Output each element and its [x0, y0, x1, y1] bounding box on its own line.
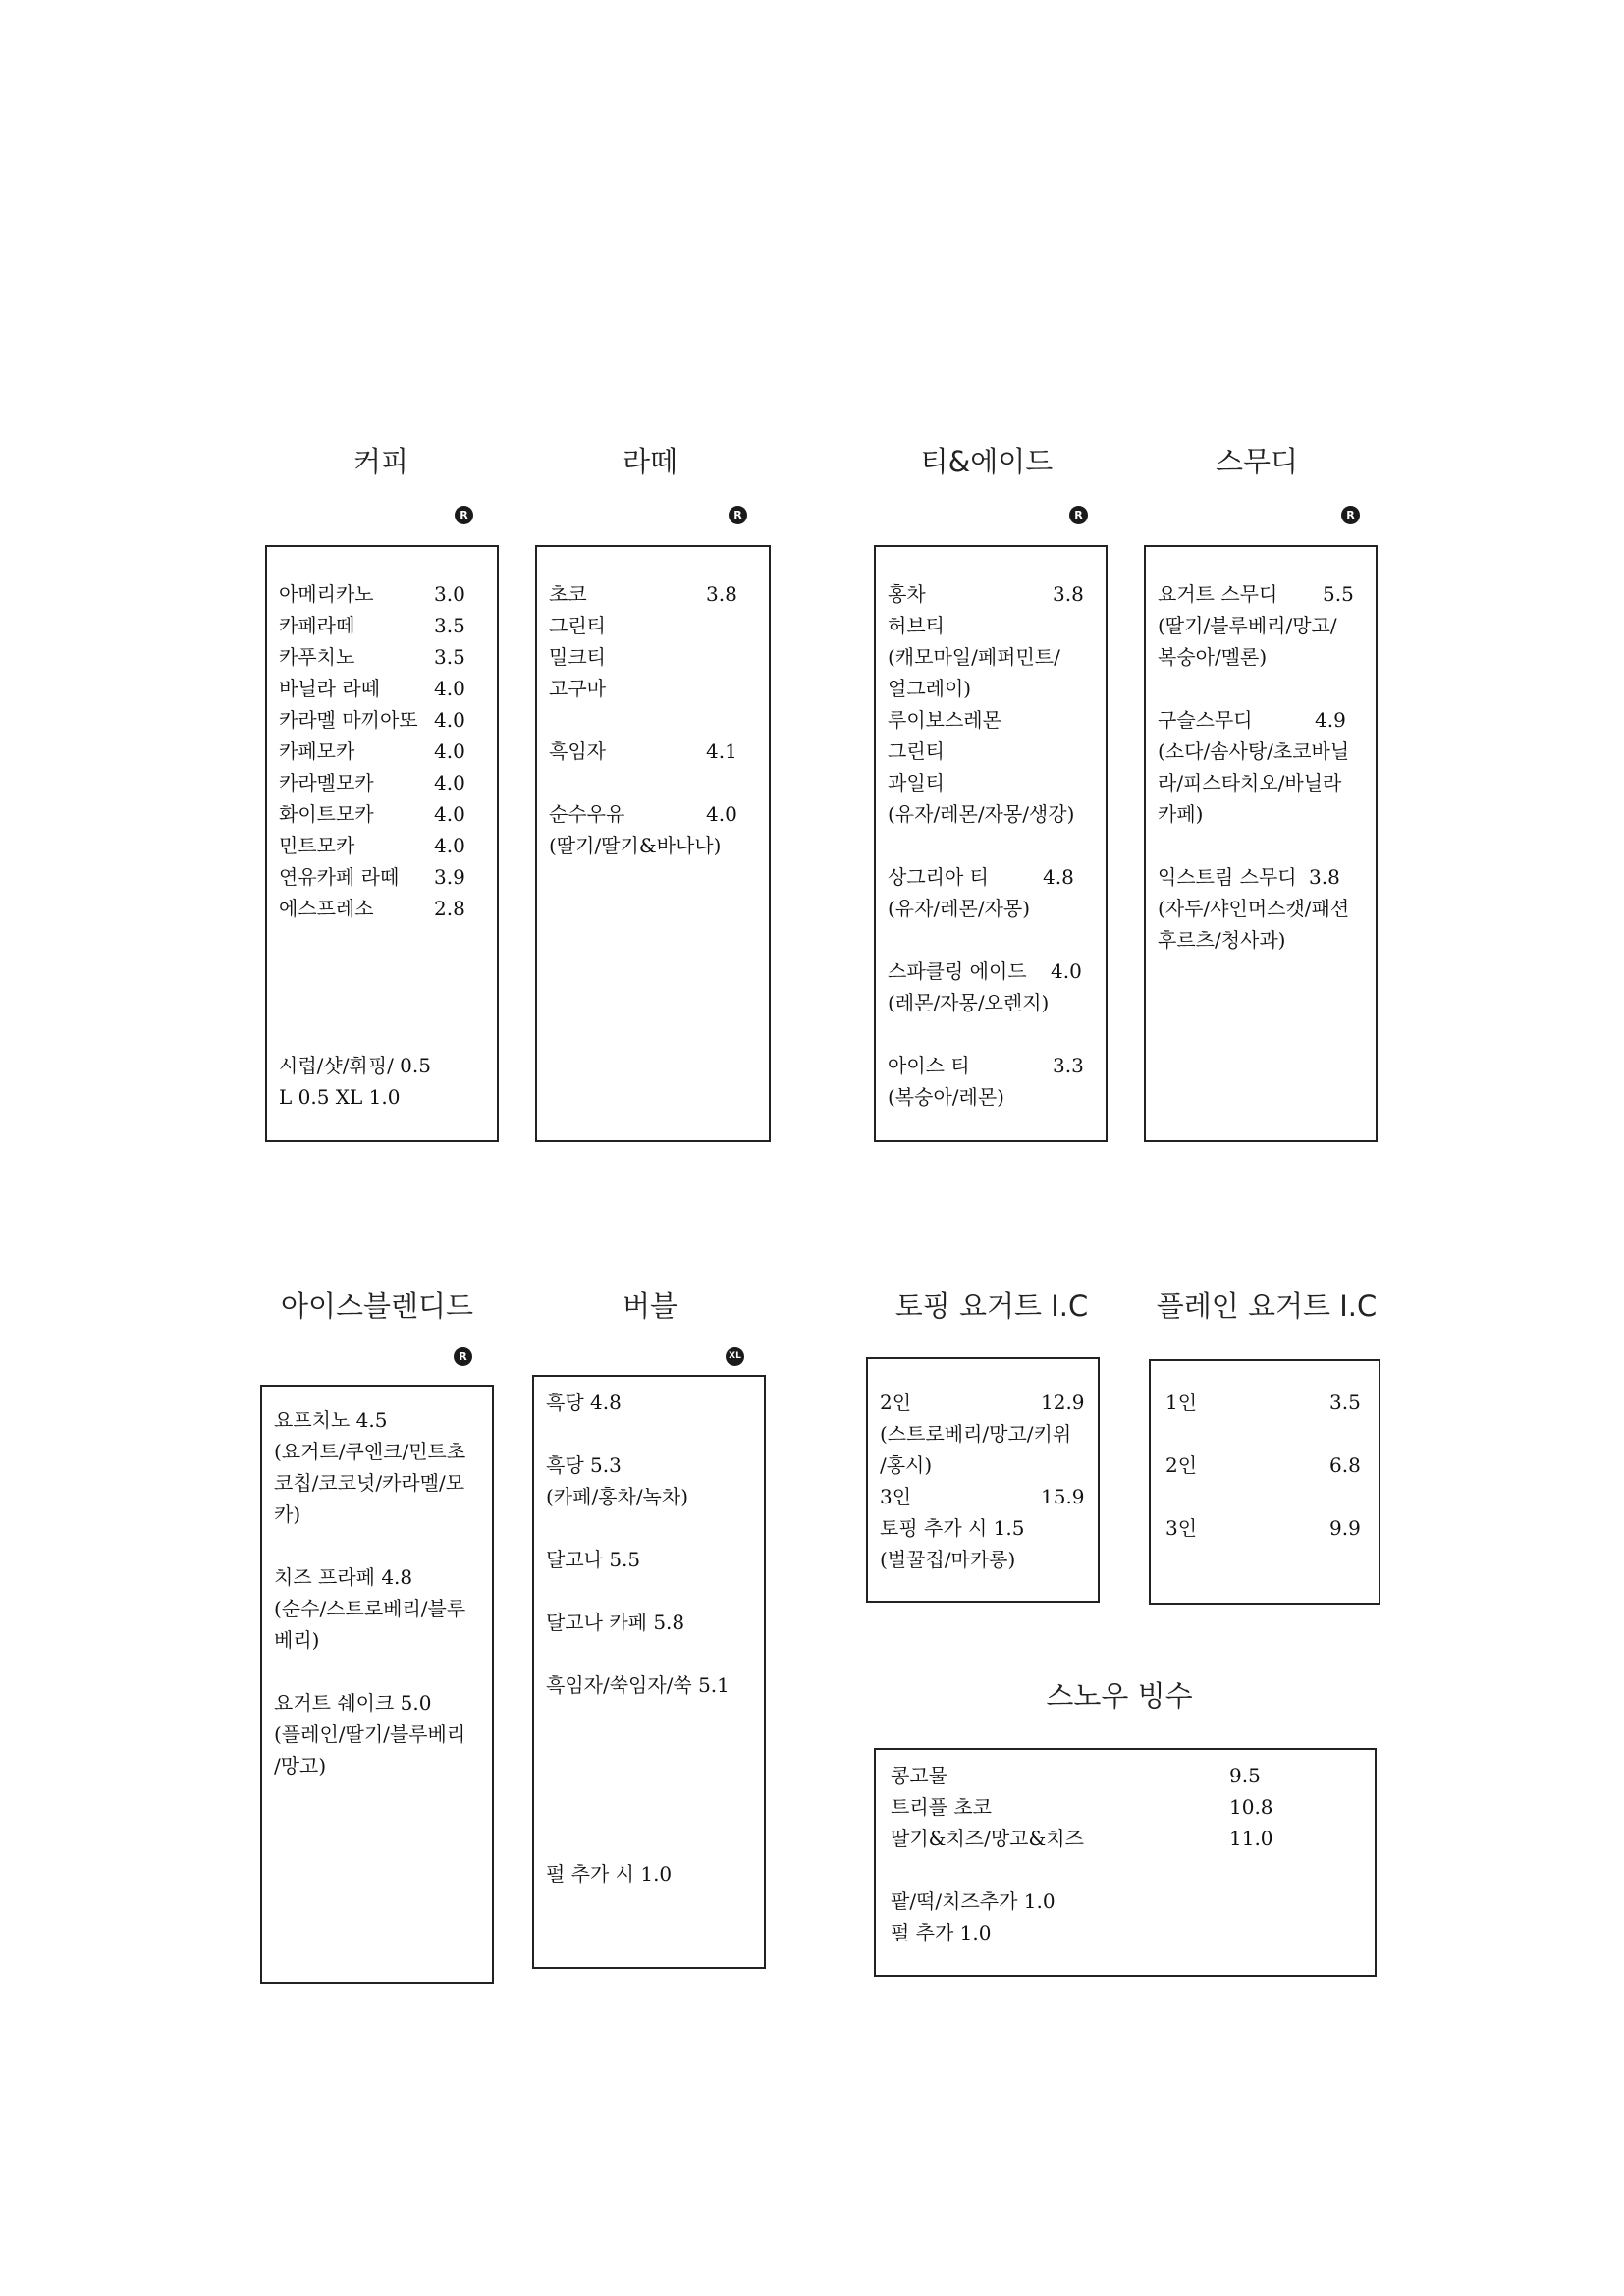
- tea-item-options: 얼그레이): [888, 677, 972, 700]
- tea-item-options: (유자/레몬/자몽): [888, 897, 1031, 920]
- smoothie-menu-box: [1144, 545, 1378, 1142]
- tea-item-options: (유자/레몬/자몽/생강): [888, 802, 1075, 826]
- topping-yogurt-item-options: (스트로베리/망고/키위: [880, 1422, 1072, 1446]
- tea-item-price: 3.3: [1053, 1054, 1084, 1077]
- regular-size-icon: R: [1341, 506, 1360, 524]
- bingsu-item-price: 10.8: [1229, 1795, 1273, 1819]
- bingsu-item-name: 딸기&치즈/망고&치즈: [891, 1827, 1084, 1850]
- coffee-heading: 커피: [352, 445, 409, 478]
- extra-large-size-icon: XL: [726, 1347, 744, 1366]
- latte-item-name: 그린티: [549, 614, 606, 637]
- ice-blended-item-options: /망고): [274, 1754, 327, 1777]
- bubble-item-name: 달고나 카페 5.8: [546, 1611, 685, 1634]
- tea-ade-heading: 티&에이드: [920, 445, 1054, 478]
- smoothie-item-name: 익스트림 스무디: [1158, 865, 1297, 889]
- bubble-item-name: 흑당 4.8: [546, 1391, 622, 1414]
- coffee-item-name: 아메리카노: [279, 582, 374, 606]
- ice-blended-item-options: (요거트/쿠앤크/민트초: [274, 1440, 466, 1463]
- coffee-size-note: L 0.5 XL 1.0: [279, 1085, 401, 1109]
- tea-item-name: 홍차: [888, 582, 926, 606]
- smoothie-item-price: 4.9: [1315, 708, 1346, 732]
- coffee-item-price: 4.0: [434, 834, 465, 857]
- plain-yogurt-item-price: 9.9: [1329, 1516, 1361, 1540]
- latte-item-name: 밀크티: [549, 645, 606, 669]
- topping-yogurt-item-price: 12.9: [1041, 1391, 1085, 1414]
- bubble-heading: 버블: [622, 1289, 678, 1323]
- coffee-item-name: 바닐라 라떼: [279, 677, 380, 700]
- ice-blended-item-name: 요거트 쉐이크 5.0: [274, 1691, 432, 1715]
- tea-item-options: (캐모마일/페퍼민트/: [888, 645, 1060, 669]
- latte-item-name: 고구마: [549, 677, 606, 700]
- bubble-item-name: 달고나 5.5: [546, 1548, 641, 1571]
- coffee-item-price: 2.8: [434, 897, 465, 920]
- snow-bingsu-heading: 스노우 빙수: [1046, 1679, 1193, 1713]
- topping-yogurt-item-price: 15.9: [1041, 1485, 1085, 1508]
- plain-yogurt-item-name: 3인: [1165, 1516, 1198, 1540]
- smoothie-item-name: 요거트 스무디: [1158, 582, 1278, 606]
- tea-item-name: 허브티: [888, 614, 945, 637]
- coffee-item-name: 화이트모카: [279, 802, 374, 826]
- ice-blended-heading: 아이스블렌디드: [280, 1289, 474, 1323]
- latte-item-name: 흑임자: [549, 739, 606, 763]
- coffee-item-name: 연유카페 라떼: [279, 865, 400, 889]
- tea-item-options: (레몬/자몽/오렌지): [888, 991, 1050, 1014]
- ice-blended-item-name: 치즈 프라페 4.8: [274, 1565, 413, 1589]
- smoothie-item-options: (딸기/블루베리/망고/: [1158, 614, 1337, 637]
- tea-item-name: 아이스 티: [888, 1054, 970, 1077]
- latte-item-options: (딸기/딸기&바나나): [549, 834, 722, 857]
- coffee-item-price: 4.0: [434, 771, 465, 794]
- snow-bingsu-menu-box: [874, 1748, 1377, 1977]
- plain-yogurt-item-name: 1인: [1165, 1391, 1198, 1414]
- ice-blended-menu-box: [260, 1385, 494, 1984]
- topping-yogurt-topping-note: 토핑 추가 시 1.5: [880, 1516, 1025, 1540]
- smoothie-item-options: 복숭아/멜론): [1158, 645, 1268, 669]
- smoothie-item-options: (소다/솜사탕/초코바닐: [1158, 739, 1350, 763]
- latte-heading: 라떼: [622, 445, 678, 478]
- topping-yogurt-item-options: /홍시): [880, 1453, 933, 1477]
- latte-item-name: 순수우유: [549, 802, 625, 826]
- smoothie-item-options: 후르츠/청사과): [1158, 928, 1286, 952]
- bubble-item-name: 흑임자/쑥임자/쑥 5.1: [546, 1673, 730, 1697]
- tea-item-price: 4.8: [1043, 865, 1074, 889]
- smoothie-item-price: 5.5: [1323, 582, 1354, 606]
- tea-item-name: 과일티: [888, 771, 945, 794]
- smoothie-heading: 스무디: [1215, 445, 1299, 478]
- coffee-item-price: 4.0: [434, 708, 465, 732]
- ice-blended-item-name: 요프치노 4.5: [274, 1408, 388, 1432]
- tea-item-price: 3.8: [1053, 582, 1084, 606]
- plain-yogurt-heading: 플레인 요거트 I.C: [1156, 1289, 1378, 1323]
- plain-yogurt-menu-box: [1149, 1359, 1380, 1605]
- bubble-menu-box: [532, 1375, 766, 1969]
- latte-item-price: 4.0: [706, 802, 737, 826]
- coffee-item-price: 3.5: [434, 614, 465, 637]
- smoothie-item-options: 카페): [1158, 802, 1204, 826]
- bingsu-pearl-note: 펄 추가 1.0: [891, 1921, 992, 1944]
- coffee-item-price: 3.9: [434, 865, 465, 889]
- bubble-item-options: (카페/홍차/녹차): [546, 1485, 689, 1508]
- bingsu-item-name: 트리플 초코: [891, 1795, 992, 1819]
- coffee-item-price: 4.0: [434, 739, 465, 763]
- coffee-item-price: 3.5: [434, 645, 465, 669]
- bingsu-item-price: 11.0: [1229, 1827, 1273, 1850]
- smoothie-item-options: 라/피스타치오/바닐라: [1158, 771, 1342, 794]
- latte-item-price: 3.8: [706, 582, 737, 606]
- bingsu-extra-note: 팥/떡/치즈추가 1.0: [891, 1889, 1056, 1913]
- latte-menu-box: [535, 545, 771, 1142]
- tea-item-name: 스파클링 에이드: [888, 959, 1027, 983]
- coffee-item-name: 카페라떼: [279, 614, 355, 637]
- tea-item-price: 4.0: [1051, 959, 1082, 983]
- latte-item-price: 4.1: [706, 739, 737, 763]
- coffee-item-name: 민트모카: [279, 834, 355, 857]
- bingsu-item-price: 9.5: [1229, 1764, 1261, 1787]
- smoothie-item-options: (자두/샤인머스캣/패션: [1158, 897, 1350, 920]
- tea-item-name: 루이보스레몬: [888, 708, 1001, 732]
- ice-blended-item-options: 코칩/코코넛/카라멜/모: [274, 1471, 465, 1495]
- topping-yogurt-topping-options: (벌꿀집/마카롱): [880, 1548, 1016, 1571]
- ice-blended-item-options: (플레인/딸기/블루베리: [274, 1722, 466, 1746]
- coffee-item-name: 카페모카: [279, 739, 355, 763]
- coffee-item-name: 카라멜 마끼아또: [279, 708, 418, 732]
- coffee-menu-box: [265, 545, 499, 1142]
- coffee-item-name: 카라멜모카: [279, 771, 374, 794]
- ice-blended-item-options: 카): [274, 1503, 301, 1526]
- tea-item-options: (복숭아/레몬): [888, 1085, 1004, 1109]
- ice-blended-item-options: (순수/스트로베리/블루: [274, 1597, 466, 1620]
- topping-yogurt-item-name: 2인: [880, 1391, 912, 1414]
- topping-yogurt-menu-box: [866, 1357, 1100, 1603]
- smoothie-item-price: 3.8: [1309, 865, 1340, 889]
- regular-size-icon: R: [455, 506, 473, 524]
- regular-size-icon: R: [729, 506, 747, 524]
- topping-yogurt-heading: 토핑 요거트 I.C: [894, 1289, 1089, 1323]
- coffee-option-note: 시럽/샷/휘핑/ 0.5: [279, 1054, 431, 1077]
- bingsu-item-name: 콩고물: [891, 1764, 947, 1787]
- tea-item-name: 그린티: [888, 739, 945, 763]
- tea-ade-menu-box: [874, 545, 1108, 1142]
- topping-yogurt-item-name: 3인: [880, 1485, 912, 1508]
- smoothie-item-name: 구슬스무디: [1158, 708, 1253, 732]
- regular-size-icon: R: [454, 1347, 472, 1366]
- ice-blended-item-options: 베리): [274, 1628, 320, 1652]
- plain-yogurt-item-name: 2인: [1165, 1453, 1198, 1477]
- bubble-item-name: 흑당 5.3: [546, 1453, 622, 1477]
- coffee-item-price: 4.0: [434, 802, 465, 826]
- tea-item-name: 상그리아 티: [888, 865, 989, 889]
- coffee-item-price: 4.0: [434, 677, 465, 700]
- regular-size-icon: R: [1069, 506, 1088, 524]
- coffee-item-price: 3.0: [434, 582, 465, 606]
- bubble-pearl-note: 펄 추가 시 1.0: [546, 1862, 673, 1886]
- coffee-item-name: 에스프레소: [279, 897, 374, 920]
- latte-item-name: 초코: [549, 582, 587, 606]
- coffee-item-name: 카푸치노: [279, 645, 355, 669]
- plain-yogurt-item-price: 3.5: [1329, 1391, 1361, 1414]
- plain-yogurt-item-price: 6.8: [1329, 1453, 1361, 1477]
